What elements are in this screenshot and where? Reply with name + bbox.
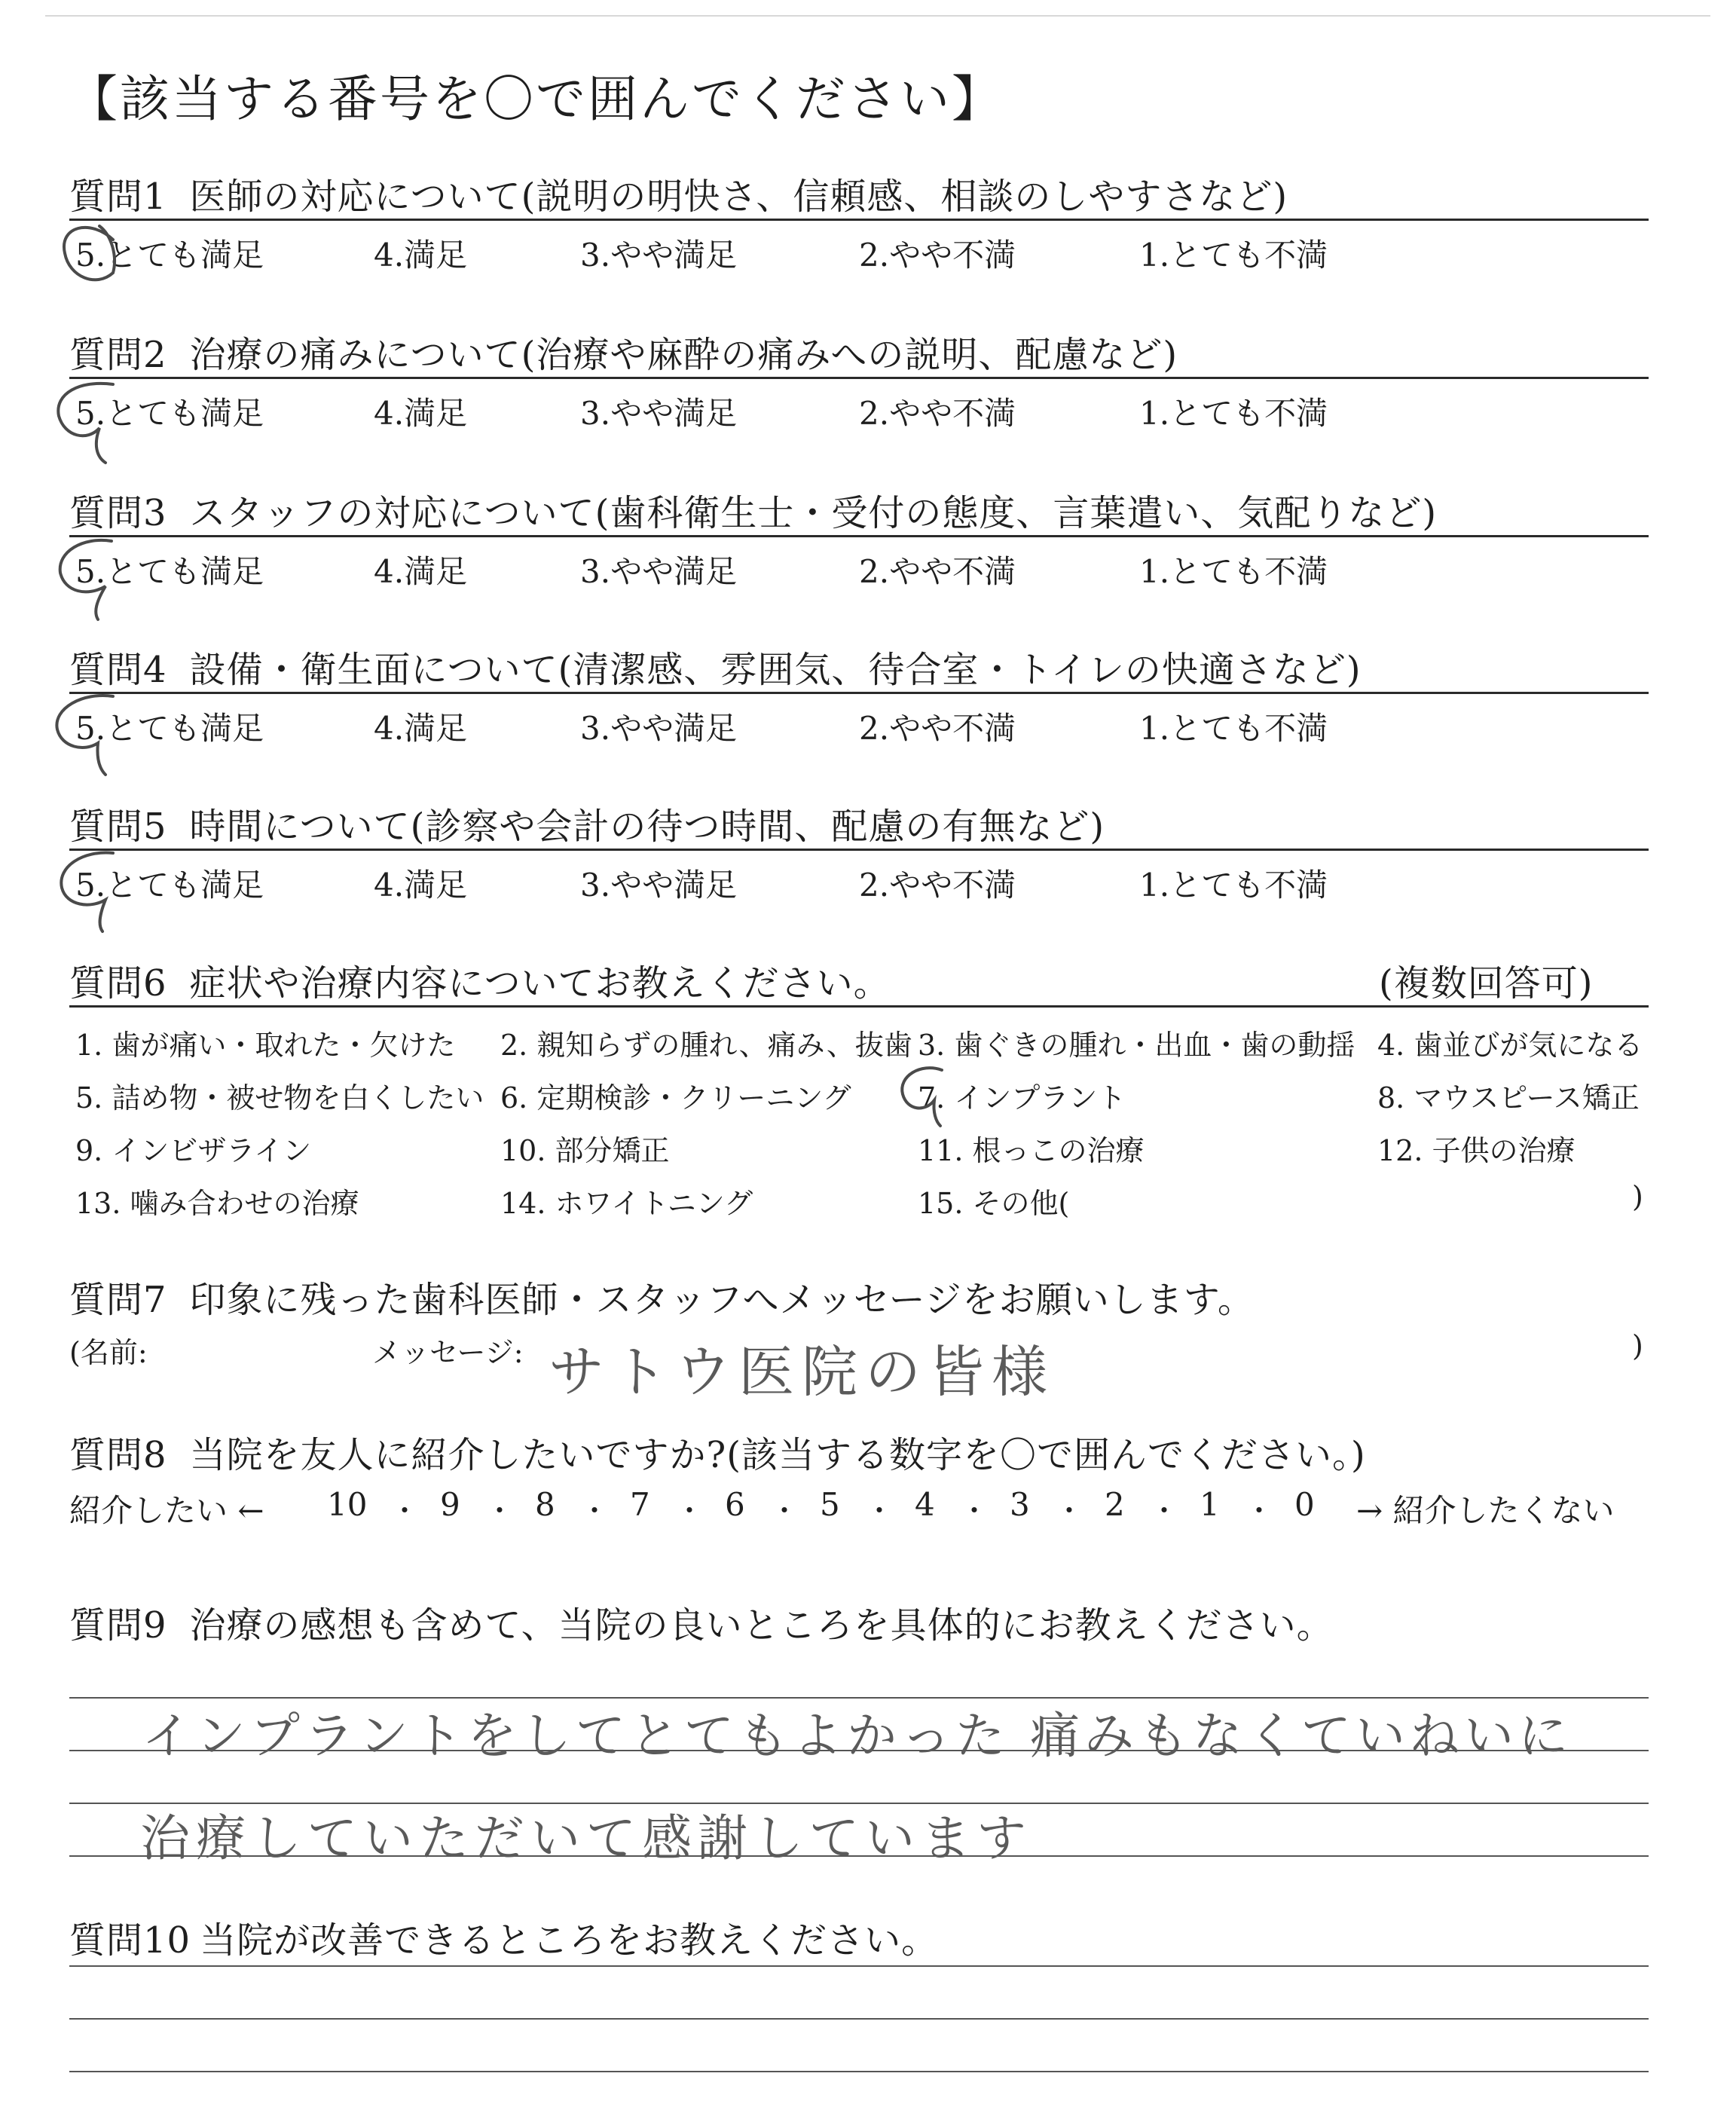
question-number: 質問1 xyxy=(69,176,167,218)
scale-separator: ・ xyxy=(580,1494,610,1527)
question-1 xyxy=(69,167,1288,219)
question-text: 時間について(診察や会計の待つ時間、配慮の有無など) xyxy=(189,806,1105,848)
question-rule xyxy=(69,535,1649,537)
rating-option-4[interactable]: 4.満足 xyxy=(374,553,468,590)
rating-option-3[interactable]: 3.やや満足 xyxy=(580,395,738,432)
scale-value-4[interactable]: 4 xyxy=(915,1486,935,1523)
rating-option-1[interactable]: 1.とても不満 xyxy=(1139,553,1328,590)
symptom-option-6[interactable]: 6. 定期検診・クリーニング xyxy=(500,1081,851,1115)
name-label: (名前: xyxy=(69,1336,148,1369)
question-number: 質問5 xyxy=(69,806,167,848)
scale-value-7[interactable]: 7 xyxy=(630,1486,650,1523)
handwritten-answer-line-2[interactable]: 治療していただいて感謝しています xyxy=(140,1809,1032,1867)
rating-option-5[interactable]: 5.とても満足 xyxy=(75,237,264,274)
question-9 xyxy=(69,1596,1334,1648)
rating-option-1[interactable]: 1.とても不満 xyxy=(1139,395,1328,432)
scale-value-6[interactable]: 6 xyxy=(725,1486,745,1523)
question-text: 治療の痛みについて(治療や麻酔の痛みへの説明、配慮など) xyxy=(189,334,1178,376)
question-text: 設備・衛生面について(清潔感、雰囲気、待合室・トイレの快適さなど) xyxy=(189,649,1362,691)
question-text: 治療の感想も含めて、当院の良いところを具体的にお教えください。 xyxy=(189,1604,1334,1647)
scale-separator: ・ xyxy=(485,1494,515,1527)
question-rule xyxy=(69,219,1649,221)
rating-option-4[interactable]: 4.満足 xyxy=(374,867,468,904)
question-text: 症状や治療内容についてお教えください。 xyxy=(189,962,891,1005)
question-number: 質問6 xyxy=(69,962,167,1005)
scale-separator: ・ xyxy=(1055,1494,1084,1527)
rating-option-5[interactable]: 5.とても満足 xyxy=(75,395,264,432)
rating-option-5[interactable]: 5.とても満足 xyxy=(75,867,264,904)
symptom-option-13[interactable]: 13. 噛み合わせの治療 xyxy=(75,1187,359,1220)
rating-option-1[interactable]: 1.とても不満 xyxy=(1139,710,1328,747)
scale-separator: ・ xyxy=(960,1494,989,1527)
question-3 xyxy=(69,484,1437,536)
rating-option-5[interactable]: 5.とても満足 xyxy=(75,710,264,747)
scale-separator: ・ xyxy=(675,1494,704,1527)
question-text: 医師の対応について(説明の明快さ、信頼感、相談のしやすさなど) xyxy=(189,176,1288,218)
scale-right-label: → 紹介したくない xyxy=(1356,1492,1615,1529)
question-number: 質問3 xyxy=(69,492,167,534)
question-rule xyxy=(69,849,1649,851)
scale-value-0[interactable]: 0 xyxy=(1294,1486,1315,1523)
rating-option-2[interactable]: 2.やや不満 xyxy=(859,237,1016,274)
answer-line xyxy=(69,2071,1649,2072)
rating-option-3[interactable]: 3.やや満足 xyxy=(580,553,738,590)
symptom-option-8[interactable]: 8. マウスピース矯正 xyxy=(1377,1081,1640,1115)
symptom-option-3[interactable]: 3. 歯ぐきの腫れ・出血・歯の動揺 xyxy=(918,1029,1355,1062)
scale-separator: ・ xyxy=(1150,1494,1179,1527)
question-10 xyxy=(69,1911,938,1963)
scale-value-8[interactable]: 8 xyxy=(535,1486,555,1523)
top-border xyxy=(45,15,1710,17)
question-text: 当院を友人に紹介したいですか?(該当する数字を〇で囲んでください。) xyxy=(189,1434,1366,1476)
answer-line xyxy=(69,1965,1649,1967)
rating-option-1[interactable]: 1.とても不満 xyxy=(1139,237,1328,274)
multiple-answer-note: (複数回答可) xyxy=(1379,962,1594,1005)
question-6 xyxy=(69,954,891,1006)
question-number: 質問8 xyxy=(69,1434,167,1476)
rating-option-4[interactable]: 4.満足 xyxy=(374,237,468,274)
question-8 xyxy=(69,1426,1366,1478)
symptom-option-12[interactable]: 12. 子供の治療 xyxy=(1377,1134,1576,1167)
handwritten-answer-line-1[interactable]: インプラントをしてとてもよかった 痛みもなくていねいに xyxy=(142,1707,1572,1765)
question-number: 質問2 xyxy=(69,334,167,376)
rating-option-3[interactable]: 3.やや満足 xyxy=(580,867,738,904)
rating-option-2[interactable]: 2.やや不満 xyxy=(859,553,1016,590)
rating-option-4[interactable]: 4.満足 xyxy=(374,395,468,432)
question-7 xyxy=(69,1271,1255,1323)
rating-option-4[interactable]: 4.満足 xyxy=(374,710,468,747)
question-2 xyxy=(69,326,1178,378)
question-number: 質問7 xyxy=(69,1279,167,1321)
scale-separator: ・ xyxy=(865,1494,894,1527)
question-number: 質問10 xyxy=(69,1919,191,1962)
page-heading: 【該当する番号を〇で囲んでください】 xyxy=(68,70,1004,128)
question-rule xyxy=(69,692,1649,694)
handwritten-message[interactable]: サトウ医院の皆様 xyxy=(549,1340,1055,1405)
symptom-option-14[interactable]: 14. ホワイトニング xyxy=(500,1187,753,1220)
symptom-option-1[interactable]: 1. 歯が痛い・取れた・欠けた xyxy=(75,1029,456,1062)
question-4 xyxy=(69,641,1362,693)
question-text: 印象に残った歯科医師・スタッフへメッセージをお願いします。 xyxy=(189,1279,1255,1321)
symptom-option-4[interactable]: 4. 歯並びが気になる xyxy=(1377,1029,1643,1062)
symptom-option-10[interactable]: 10. 部分矯正 xyxy=(500,1134,670,1167)
scale-value-9[interactable]: 9 xyxy=(440,1486,460,1523)
rating-option-3[interactable]: 3.やや満足 xyxy=(580,237,738,274)
scale-value-5[interactable]: 5 xyxy=(820,1486,840,1523)
scale-separator: ・ xyxy=(770,1494,799,1527)
scale-separator: ・ xyxy=(390,1494,420,1527)
answer-line xyxy=(69,2018,1649,2020)
rating-option-5[interactable]: 5.とても満足 xyxy=(75,553,264,590)
symptom-option-11[interactable]: 11. 根っこの治療 xyxy=(918,1134,1145,1167)
scale-separator: ・ xyxy=(1245,1494,1274,1527)
scale-left-label: 紹介したい ← xyxy=(69,1492,264,1529)
symptom-option-9[interactable]: 9. インビザライン xyxy=(75,1134,312,1167)
question-text: 当院が改善できるところをお教えください。 xyxy=(200,1919,939,1962)
question-rule xyxy=(69,377,1649,379)
rating-option-2[interactable]: 2.やや不満 xyxy=(859,867,1016,904)
question-5 xyxy=(69,797,1105,849)
question-number: 質問4 xyxy=(69,649,167,691)
question-number: 質問9 xyxy=(69,1604,167,1647)
scale-value-3[interactable]: 3 xyxy=(1010,1486,1030,1523)
scale-value-2[interactable]: 2 xyxy=(1105,1486,1125,1523)
rating-option-3[interactable]: 3.やや満足 xyxy=(580,710,738,747)
symptom-option-7[interactable]: 7. インプラント xyxy=(918,1081,1126,1115)
question-rule xyxy=(69,1005,1649,1008)
symptom-option-2[interactable]: 2. 親知らずの腫れ、痛み、抜歯 xyxy=(500,1029,912,1062)
scale-value-10[interactable]: 10 xyxy=(327,1486,368,1523)
other-close-paren: ) xyxy=(1632,1180,1643,1213)
question-text: スタッフの対応について(歯科衛生士・受付の態度、言葉遣い、気配りなど) xyxy=(189,492,1438,534)
rating-option-1[interactable]: 1.とても不満 xyxy=(1139,867,1328,904)
message-close-paren: ) xyxy=(1632,1329,1643,1362)
rating-option-2[interactable]: 2.やや不満 xyxy=(859,395,1016,432)
message-label: メッセージ: xyxy=(372,1336,524,1369)
scale-value-1[interactable]: 1 xyxy=(1200,1486,1220,1523)
symptom-option-5[interactable]: 5. 詰め物・被せ物を白くしたい xyxy=(75,1081,484,1115)
rating-option-2[interactable]: 2.やや不満 xyxy=(859,710,1016,747)
symptom-option-15[interactable]: 15. その他( xyxy=(918,1187,1070,1220)
